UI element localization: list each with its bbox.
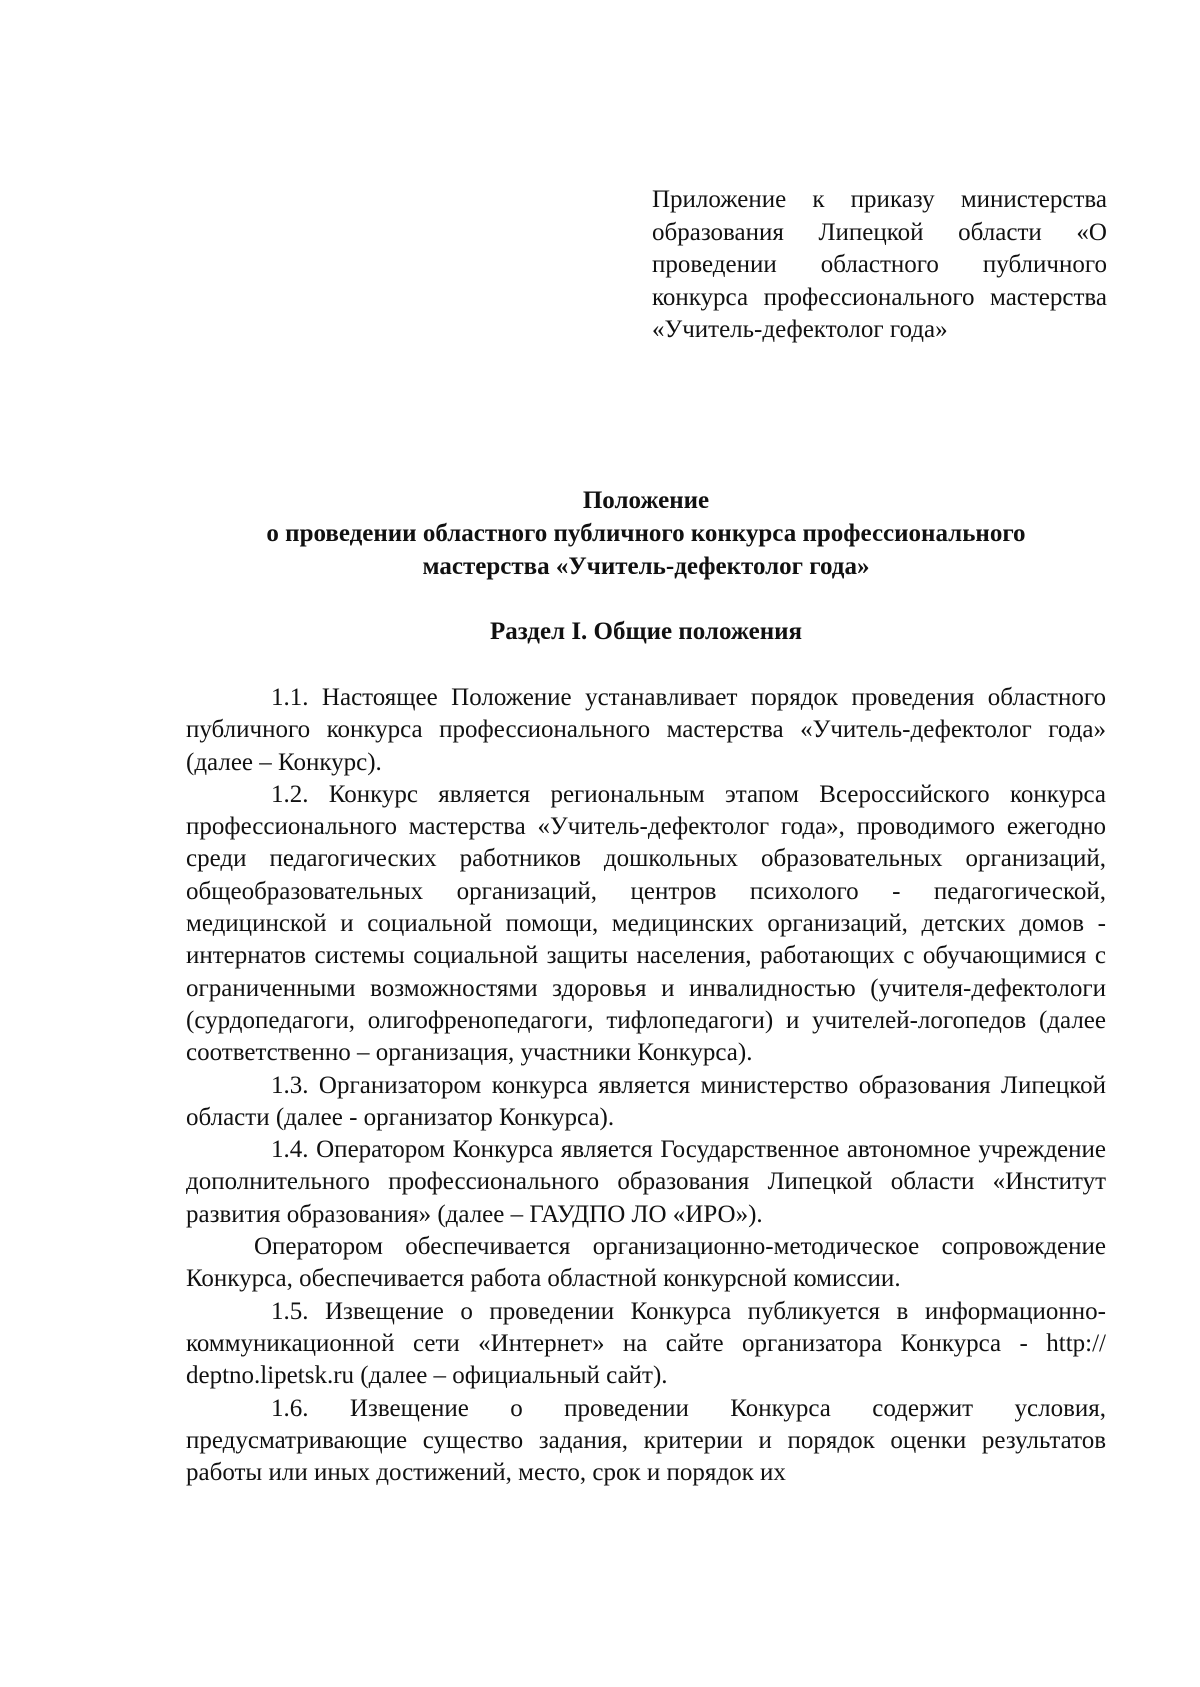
body-text — [186, 682, 1106, 1489]
paragraph-1-2: 1.2. Конкурс является региональным этапом Всероссийского конкурса профессионального мастерства «Учитель-дефектолог года», проводимого ежегодно среди педагогических работников дошкольных образовательных организаций, общеобразовательных организаций, центров психолого - педагогической, медицинской и социальной помощи, медицинских организаций, детских домов - интернатов системы социальной защиты населения, работающих с обучающимися с ограниченными возможностями здоровья и инвалидностью (учителя-дефектологи (сурдопедагоги, олигофренопедагоги, тифлопедагоги) и учителей-логопедов (далее соответственно – организация, участники Конкурса). — [186, 780, 1106, 1067]
appendix-note — [652, 184, 1107, 347]
paragraph-1-4: 1.4. Оператором Конкурса является Государственное автономное учреждение дополнительного профессионального образования Липецкой области «Институт развития образования» (далее – ГАУДПО ЛО «ИРО»). — [186, 1136, 1106, 1228]
paragraph-1-6: 1.6. Извещение о проведении Конкурса содержит условия, предусматривающие существо задания, критерии и порядок оценки результатов работы или иных достижений, место, срок и порядок их — [186, 1394, 1106, 1487]
section-heading: Раздел I. Общие положения — [489, 618, 803, 645]
document-title — [186, 484, 1106, 583]
paragraph-operator: Оператором обеспечивается организационно-методическое сопровождение Конкурса, обеспечивается работа областной конкурсной комиссии. — [186, 1233, 1106, 1293]
appendix-note-text: Приложение к приказу министерства образования Липецкой области «О проведении областного публичного конкурса профессионального мастерства «Учитель-дефектолог года» — [652, 186, 1107, 343]
document-title-line-1: Положение — [582, 487, 710, 514]
paragraph-1-3: 1.3. Организатором конкурса является министерство образования Липецкой области (далее - организатор Конкурса). — [186, 1071, 1106, 1131]
document-title-line-2: о проведении областного публичного конкурса профессионального — [266, 520, 1026, 547]
paragraph-1-5: 1.5. Извещение о проведении Конкурса публикуется в информационно-коммуникационной сети «Интернет» на сайте организатора Конкурса - http:// deptno.lipetsk.ru (далее – официальный сайт). — [186, 1297, 1106, 1390]
paragraph-1-1: 1.1. Настоящее Положение устанавливает порядок проведения областного публичного конкурса профессионального мастерства «Учитель-дефектолог года» (далее – Конкурс). — [186, 684, 1106, 776]
document-title-line-3: мастерства «Учитель-дефектолог года» — [422, 553, 870, 580]
